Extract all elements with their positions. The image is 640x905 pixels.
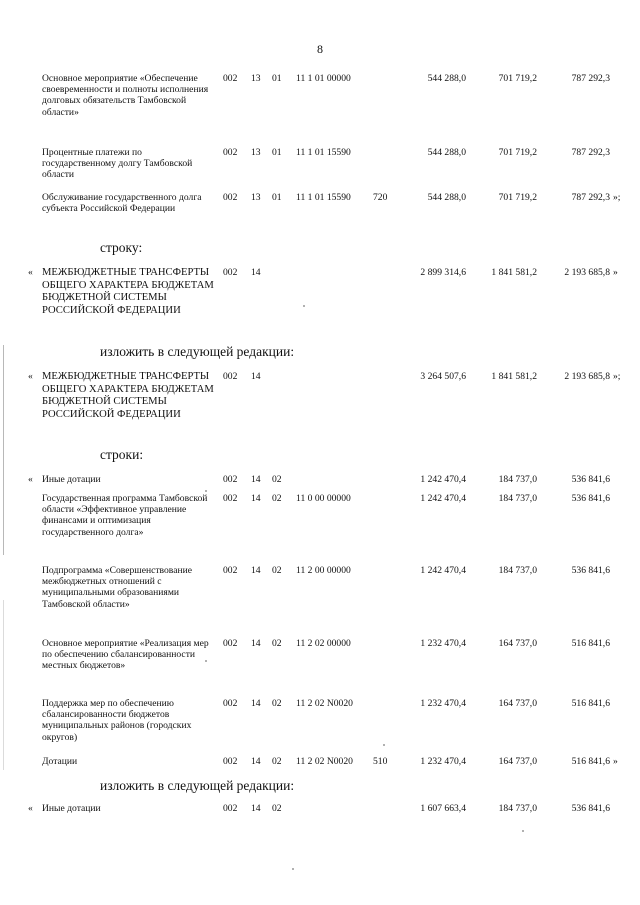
row-rz: 14 <box>251 803 261 814</box>
opening-quote: « <box>28 803 33 814</box>
row-value-1: 1 232 470,4 <box>420 698 466 709</box>
page-number: 8 <box>317 42 323 56</box>
row-value-2: 184 737,0 <box>498 803 537 814</box>
row-rz: 14 <box>251 698 261 709</box>
row-value-2: 164 737,0 <box>498 638 537 649</box>
row-value-1: 544 288,0 <box>427 147 466 158</box>
row-gr: 002 <box>223 371 238 382</box>
scan-margin-line <box>3 345 4 555</box>
scan-speck <box>205 490 207 492</box>
row-rz: 13 <box>251 73 261 84</box>
closing-quote: » <box>613 756 618 767</box>
row-rz: 14 <box>251 565 261 576</box>
row-value-3: 536 841,6 <box>571 493 610 504</box>
row-value-2: 1 841 581,2 <box>491 371 537 382</box>
row-value-2: 701 719,2 <box>498 147 537 158</box>
heading-lines: строки: <box>100 447 144 462</box>
row-name: МЕЖБЮДЖЕТНЫЕ ТРАНСФЕРТЫ ОБЩЕГО ХАРАКТЕРА БЮДЖЕТАМ БЮДЖЕТНОЙ СИСТЕМЫ РОССИЙСКОЙ ФЕДЕРАЦИИ <box>42 371 214 420</box>
row-pr: 02 <box>272 756 282 767</box>
closing-quote: »; <box>613 192 621 203</box>
row-value-1: 1 242 470,4 <box>420 565 466 576</box>
row-gr: 002 <box>223 638 238 649</box>
row-value-3: 536 841,6 <box>571 565 610 576</box>
row-value-3: 787 292,3 <box>571 147 610 158</box>
row-name: Иные дотации <box>42 474 101 485</box>
row-value-1: 1 232 470,4 <box>420 756 466 767</box>
row-value-1: 544 288,0 <box>427 192 466 203</box>
scan-speck <box>383 744 385 746</box>
row-value-2: 184 737,0 <box>498 474 537 485</box>
row-rz: 14 <box>251 474 261 485</box>
row-name: Государственная программа Тамбовской области «Эффективное управление финансами и оптимизация государственного долга» <box>42 493 208 538</box>
row-name: Дотации <box>42 756 78 767</box>
row-value-1: 1 242 470,4 <box>420 474 466 485</box>
row-value-2: 701 719,2 <box>498 192 537 203</box>
row-value-2: 1 841 581,2 <box>491 267 537 278</box>
row-value-3: 536 841,6 <box>571 474 610 485</box>
row-name: Обслуживание государственного долга субъекта Российской Федерации <box>42 192 202 215</box>
row-csr: 11 1 01 15590 <box>296 147 351 158</box>
row-pr: 02 <box>272 493 282 504</box>
row-gr: 002 <box>223 803 238 814</box>
row-pr: 02 <box>272 698 282 709</box>
row-vr: 720 <box>373 192 388 203</box>
row-value-1: 3 264 507,6 <box>420 371 466 382</box>
row-vr: 510 <box>373 756 388 767</box>
row-value-2: 701 719,2 <box>498 73 537 84</box>
row-gr: 002 <box>223 73 238 84</box>
row-name: МЕЖБЮДЖЕТНЫЕ ТРАНСФЕРТЫ ОБЩЕГО ХАРАКТЕРА БЮДЖЕТАМ БЮДЖЕТНОЙ СИСТЕМЫ РОССИЙСКОЙ ФЕДЕРАЦИИ <box>42 267 214 316</box>
row-rz: 13 <box>251 147 261 158</box>
row-rz: 14 <box>251 493 261 504</box>
row-value-1: 2 899 314,6 <box>420 267 466 278</box>
row-gr: 002 <box>223 698 238 709</box>
row-csr: 11 1 01 15590 <box>296 192 351 203</box>
row-gr: 002 <box>223 267 238 278</box>
row-value-3: 787 292,3 <box>571 73 610 84</box>
row-name: Процентные платежи по государственному долгу Тамбовской области <box>42 147 193 181</box>
row-gr: 002 <box>223 192 238 203</box>
row-value-1: 1 607 663,4 <box>420 803 466 814</box>
row-csr: 11 2 02 00000 <box>296 638 351 649</box>
row-name: Иные дотации <box>42 803 101 814</box>
heading-line: строку: <box>100 240 143 255</box>
opening-quote: « <box>28 267 33 278</box>
row-value-3: 516 841,6 <box>571 638 610 649</box>
row-pr: 01 <box>272 73 282 84</box>
row-rz: 13 <box>251 192 261 203</box>
row-value-1: 544 288,0 <box>427 73 466 84</box>
row-value-2: 184 737,0 <box>498 565 537 576</box>
row-value-3: 2 193 685,8 <box>564 267 610 278</box>
scan-margin-line <box>3 600 4 770</box>
heading-edit-2: изложить в следующей редакции: <box>100 778 295 793</box>
row-pr: 02 <box>272 803 282 814</box>
row-pr: 02 <box>272 565 282 576</box>
opening-quote: « <box>28 371 33 382</box>
scan-speck <box>303 305 305 307</box>
row-value-2: 184 737,0 <box>498 493 537 504</box>
row-value-3: 516 841,6 <box>571 756 610 767</box>
row-csr: 11 0 00 00000 <box>296 493 351 504</box>
row-value-1: 1 242 470,4 <box>420 493 466 504</box>
row-name: Поддержка мер по обеспечению сбалансированности бюджетов муниципальных районов (городских округов) <box>42 698 192 743</box>
row-csr: 11 2 02 N0020 <box>296 756 353 767</box>
row-rz: 14 <box>251 756 261 767</box>
row-value-1: 1 232 470,4 <box>420 638 466 649</box>
row-rz: 14 <box>251 371 261 382</box>
row-gr: 002 <box>223 493 238 504</box>
opening-quote: « <box>28 474 33 485</box>
row-value-2: 164 737,0 <box>498 698 537 709</box>
row-name: Подпрограмма «Совершенствование межбюджетных отношений с муниципальными образованиями Тамбовской области» <box>42 565 192 610</box>
row-rz: 14 <box>251 638 261 649</box>
row-value-3: 787 292,3 <box>571 192 610 203</box>
row-csr: 11 1 01 00000 <box>296 73 351 84</box>
row-gr: 002 <box>223 474 238 485</box>
closing-quote: » <box>613 267 618 278</box>
row-value-2: 164 737,0 <box>498 756 537 767</box>
row-csr: 11 2 00 00000 <box>296 565 351 576</box>
row-pr: 01 <box>272 192 282 203</box>
row-name: Основное мероприятие «Реализация мер по обеспечению сбалансированности местных бюджетов» <box>42 638 209 672</box>
row-gr: 002 <box>223 756 238 767</box>
row-rz: 14 <box>251 267 261 278</box>
scan-speck <box>205 660 207 662</box>
scan-speck <box>292 868 294 870</box>
row-gr: 002 <box>223 565 238 576</box>
row-pr: 01 <box>272 147 282 158</box>
heading-edit-1: изложить в следующей редакции: <box>100 344 295 359</box>
row-pr: 02 <box>272 638 282 649</box>
row-csr: 11 2 02 N0020 <box>296 698 353 709</box>
scan-speck <box>522 830 524 832</box>
row-value-3: 2 193 685,8 <box>564 371 610 382</box>
row-name: Основное мероприятие «Обеспечение своевременности и полноты исполнения долговых обязательств Тамбовской области» <box>42 73 209 118</box>
closing-quote: »; <box>613 371 621 382</box>
row-pr: 02 <box>272 474 282 485</box>
row-value-3: 516 841,6 <box>571 698 610 709</box>
row-gr: 002 <box>223 147 238 158</box>
row-value-3: 536 841,6 <box>571 803 610 814</box>
